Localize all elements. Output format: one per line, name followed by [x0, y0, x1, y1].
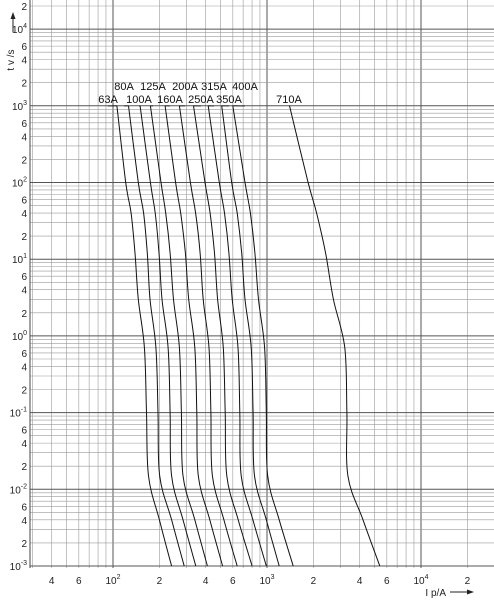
- x-axis-arrow: [450, 590, 474, 595]
- grid: [30, 0, 494, 568]
- y-axis-ticks: [10, 2, 28, 573]
- y-tick-label: 4: [21, 132, 27, 144]
- series-label-160A: 160A: [157, 94, 183, 106]
- y-tick-label: 2: [21, 308, 27, 320]
- series-label-350A: 350A: [216, 94, 242, 106]
- series-label-125A: 125A: [140, 81, 166, 93]
- y-tick-label: $10^{-3}$: [9, 560, 27, 573]
- y-tick-label: 6: [21, 118, 27, 130]
- x-tick-label: 4: [202, 576, 209, 587]
- series-label-400A: 400A: [232, 81, 258, 93]
- series-label-80A: 80A: [114, 81, 134, 93]
- x-tick-label: 6: [230, 576, 236, 587]
- y-axis-title-text: t v /s: [6, 49, 17, 71]
- y-tick-label: 4: [21, 439, 27, 451]
- x-tick-label: 2: [310, 576, 317, 587]
- x-tick-label: 6: [76, 576, 82, 587]
- y-tick-label: 2: [21, 385, 27, 397]
- y-tick-label: $10^3$: [11, 99, 27, 113]
- y-tick-label: 4: [21, 515, 27, 527]
- y-tick-label: 4: [21, 209, 27, 221]
- y-tick-label: 6: [21, 425, 27, 437]
- series-labels: [98, 81, 302, 106]
- x-axis-ticks: [49, 574, 471, 587]
- y-tick-label: $10^{-2}$: [9, 483, 27, 497]
- y-tick-label: 2: [21, 78, 27, 90]
- x-tick-label: 2: [156, 576, 163, 587]
- x-tick-label: $10^3$: [259, 574, 275, 587]
- x-tick-label: 4: [356, 576, 363, 587]
- y-tick-label: $10^2$: [11, 176, 27, 190]
- series-label-63A: 63A: [98, 94, 118, 106]
- series-label-315A: 315A: [201, 81, 227, 93]
- y-tick-label: 2: [21, 155, 27, 167]
- y-tick-label: $10^{-1}$: [9, 406, 27, 420]
- x-tick-label: 6: [384, 576, 390, 587]
- y-tick-label: 6: [21, 502, 27, 514]
- y-tick-label: 4: [21, 285, 27, 297]
- y-tick-label: 2: [21, 232, 27, 244]
- y-tick-label: 6: [21, 272, 27, 284]
- y-axis-title: [6, 49, 17, 70]
- y-tick-label: 6: [21, 195, 27, 207]
- series-label-200A: 200A: [172, 81, 198, 93]
- y-tick-label: $10^4$: [11, 23, 27, 37]
- y-tick-label: 4: [21, 362, 27, 374]
- x-tick-label: 2: [464, 576, 471, 587]
- y-tick-label: 4: [21, 55, 27, 67]
- x-tick-label: $10^4$: [413, 574, 429, 587]
- y-tick-label: 6: [21, 42, 27, 54]
- y-tick-label: 2: [21, 538, 27, 550]
- x-tick-label: $10^2$: [105, 574, 121, 587]
- y-tick-label: 6: [21, 348, 27, 360]
- series-label-710A: 710A: [276, 94, 302, 106]
- x-tick-label: 4: [48, 576, 55, 587]
- series-label-250A: 250A: [188, 94, 214, 106]
- x-axis-title: I p/A: [425, 588, 446, 599]
- y-tick-label: $10^1$: [11, 253, 27, 267]
- y-tick-label: 2: [21, 2, 27, 14]
- series-label-100A: 100A: [126, 94, 152, 106]
- y-tick-label: $10^0$: [11, 329, 27, 343]
- y-tick-label: 2: [21, 462, 27, 474]
